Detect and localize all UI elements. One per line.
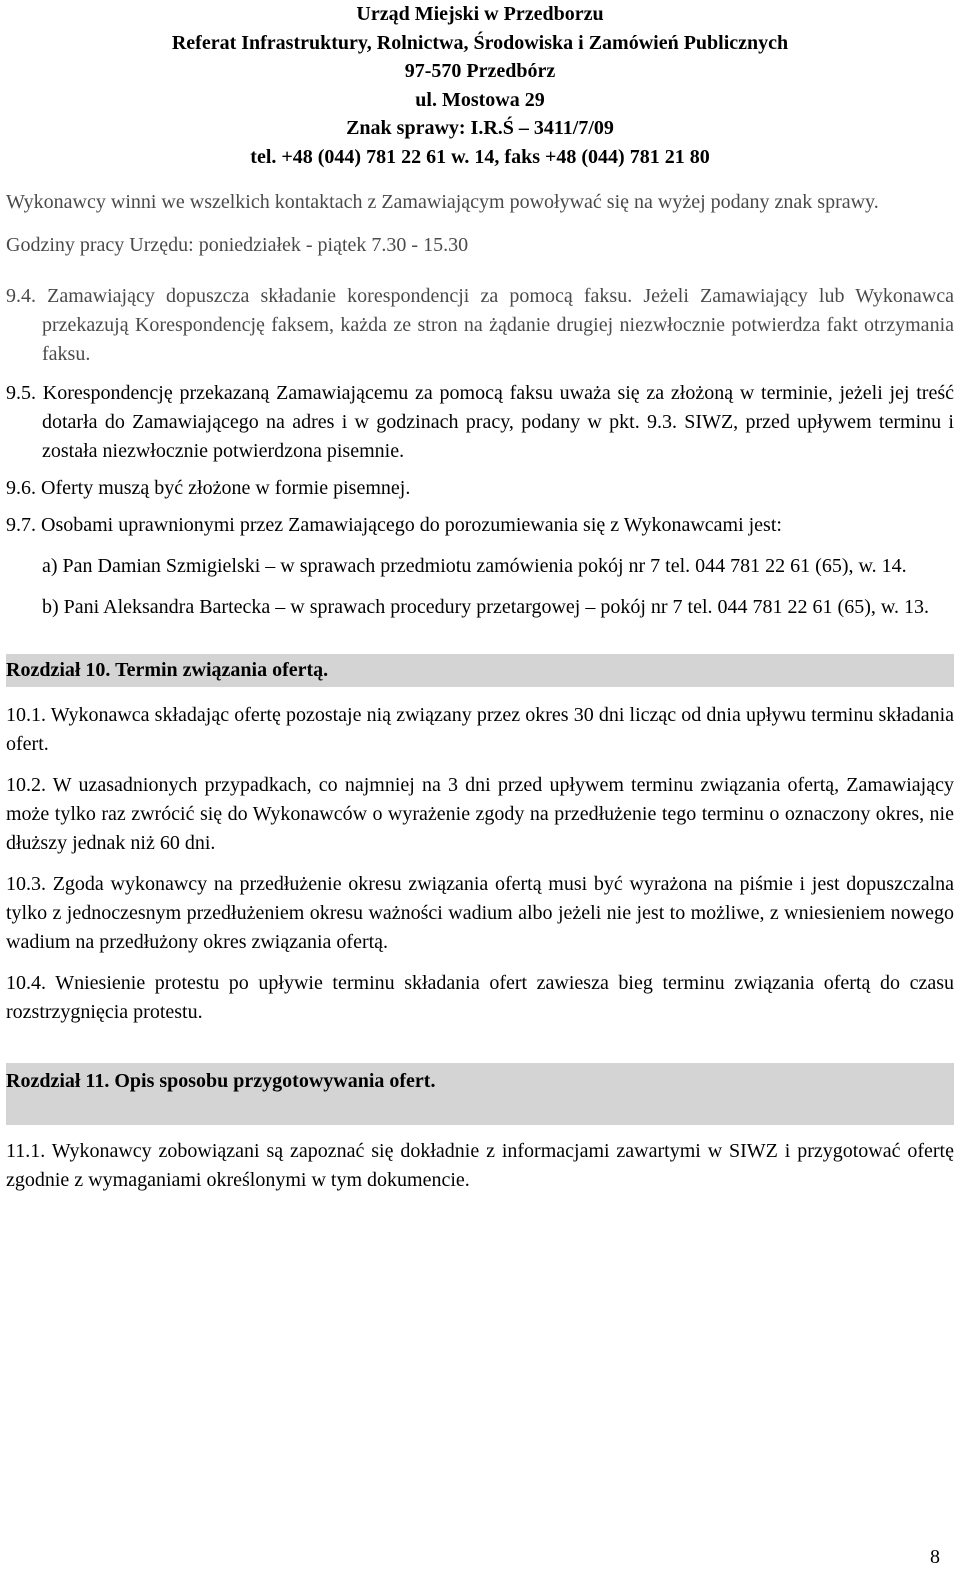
page-number: 8 <box>930 1546 940 1568</box>
section-number: 9.7. <box>6 513 36 536</box>
section-text: Korespondencję przekazaną Zamawiającemu za pomocą faksu uważa się za złożoną w terminie, jeżeli jej treść dotarła do Zamawiającego na adres i w godzinach pracy, podany w pkt. 9.3. SIWZ, przed upływem terminu i została niezwłocznie potwierdzona pisemnie. <box>42 381 954 462</box>
chapter-11-list <box>6 1137 954 1195</box>
case-reference: Znak sprawy: I.R.Ś – 3411/7/09 <box>346 117 614 140</box>
section-number: 10.1. <box>6 703 46 726</box>
document-header <box>6 0 954 172</box>
section-11-1 <box>6 1137 954 1195</box>
section-text: Osobami uprawnionymi przez Zamawiającego do porozumiewania się z Wykonawcami jest: <box>41 513 782 536</box>
document-page <box>6 0 954 1195</box>
intro-reference-note: Wykonawcy winni we wszelkich kontaktach z Zamawiającym powoływać się na wyżej podany znak sprawy. <box>6 190 879 213</box>
section-text: Zamawiający dopuszcza składanie korespondencji za pomocą faksu. Jeżeli Zamawiający lub Wykonawca przekazują Korespondencję faksem, każda ze stron na żądanie drugiej niezwłocznie potwierdza fakt otrzymania faksu. <box>42 284 954 365</box>
list-text: Pan Damian Szmigielski – w sprawach przedmiotu zamówienia pokój nr 7 tel. 044 781 22 61 (65), w. 14. <box>62 554 907 577</box>
section-10-2 <box>6 771 954 858</box>
section-10-1 <box>6 701 954 759</box>
section-number: 9.6. <box>6 476 36 499</box>
section-text: Wykonawcy zobowiązani są zapoznać się dokładnie z informacjami zawartymi w SIWZ i przygotować ofertę zgodnie z wymaganiami określonymi w tym dokumencie. <box>6 1139 954 1191</box>
postal-city: 97-570 Przedbórz <box>404 60 556 83</box>
section-number: 10.3. <box>6 872 46 895</box>
contact-phone-fax: tel. +48 (044) 781 22 61 w. 14, faks +48 (044) 781 21 80 <box>250 145 710 168</box>
section-number: 9.5. <box>6 381 36 404</box>
section-10-3 <box>6 870 954 957</box>
section-10-4 <box>6 969 954 1027</box>
street-address: ul. Mostowa 29 <box>415 88 545 111</box>
chapter-10-heading: Rozdział 10. Termin związania ofertą. <box>6 654 954 687</box>
section-number: 10.2. <box>6 773 46 796</box>
department-name: Referat Infrastruktury, Rolnictwa, Środowiska i Zamówień Publicznych <box>171 31 789 54</box>
section-number: 11.1. <box>6 1139 46 1162</box>
section-text: Zgoda wykonawcy na przedłużenie okresu związania ofertą musi być wyrażona na piśmie i jest dopuszczalna tylko z jednoczesnym przedłużeniem okresu ważności wadium albo jeżeli nie jest to możliwe, z wniesieniem nowego wadium na przedłużony okres związania ofertą. <box>6 872 955 953</box>
list-label: b) <box>42 595 59 618</box>
section-9-5 <box>6 379 954 466</box>
list-text: Pani Aleksandra Bartecka – w sprawach procedury przetargowej – pokój nr 7 tel. 044 781 22 61 (65), w. 13. <box>63 595 929 618</box>
section-9-6 <box>6 474 954 503</box>
section-number: 9.4. <box>6 284 36 307</box>
section-text: Wniesienie protestu po upływie terminu składania ofert zawiesza bieg terminu związania ofertą do czasu rozstrzygnięcia protestu. <box>6 971 954 1023</box>
section-text: Oferty muszą być złożone w formie pisemnej. <box>41 476 411 499</box>
section-9-4 <box>6 282 954 369</box>
office-hours: Godziny pracy Urzędu: poniedziałek - piątek 7.30 - 15.30 <box>6 233 469 256</box>
contact-person-a <box>6 552 954 581</box>
office-name: Urząd Miejski w Przedborzu <box>356 3 604 25</box>
section-9-7 <box>6 511 954 540</box>
chapter-10-list <box>6 701 954 1027</box>
section-text: Wykonawca składając ofertę pozostaje nią związany przez okres 30 dni licząc od dnia upływu terminu składania ofert. <box>6 703 954 755</box>
section-text: W uzasadnionych przypadkach, co najmniej na 3 dni przed upływem terminu związania ofertą, Zamawiający może tylko raz zwrócić się do Wykonawców o wyrażenie zgody na przedłużenie tego terminu o oznaczony okres, nie dłuższy jednak niż 60 dni. <box>6 773 954 854</box>
section-9-list <box>6 282 954 622</box>
chapter-11-heading: Rozdział 11. Opis sposobu przygotowywania ofert. <box>6 1063 954 1125</box>
list-label: a) <box>42 554 58 577</box>
section-number: 10.4. <box>6 971 46 994</box>
contact-person-b <box>6 593 954 622</box>
